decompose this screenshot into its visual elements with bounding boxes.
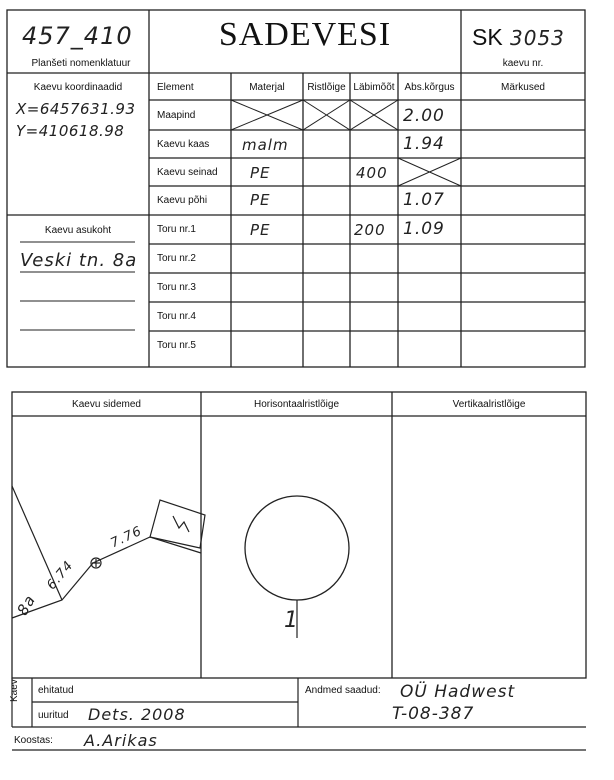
- location-value: Veski tn. 8a: [20, 250, 138, 271]
- pipe-number: 1: [284, 608, 299, 633]
- col-header-element: Element: [157, 82, 194, 93]
- distance-1: 6.74: [44, 558, 77, 593]
- row-height: 2.00: [403, 106, 445, 126]
- row-material: PE: [250, 221, 271, 239]
- source-label: Andmed saadud:: [305, 685, 381, 696]
- row-element: Toru nr.3: [157, 282, 196, 293]
- row-element: Kaevu seinad: [157, 167, 218, 178]
- sheet-label: Planšeti nomenklatuur: [31, 58, 131, 69]
- col1-title: Kaevu sidemed: [72, 399, 141, 410]
- col-header-cross: Ristlõige: [307, 82, 346, 93]
- row-element: Kaevu põhi: [157, 195, 208, 206]
- row-element: Kaevu kaas: [157, 139, 210, 150]
- row-element: Toru nr.2: [157, 253, 196, 264]
- row-diameter: 400: [356, 164, 388, 182]
- connection-sketch: [12, 486, 205, 618]
- row-height: 1.94: [403, 134, 445, 154]
- source-company: OÜ Hadwest: [400, 682, 516, 702]
- well-prefix: SK: [472, 24, 503, 50]
- row-element: Toru nr.5: [157, 340, 196, 351]
- col2-title: Horisontaalristlõige: [253, 399, 340, 410]
- coordinate-y: Y=410618.98: [16, 122, 125, 140]
- author-label: Koostas:: [14, 735, 53, 746]
- col3-title: Vertikaalristlõige: [452, 399, 526, 410]
- col-header-notes: Märkused: [501, 82, 545, 93]
- surveyed-value: Dets. 2008: [88, 705, 186, 724]
- row-material: PE: [250, 164, 271, 182]
- coordinate-x: X=6457631.93: [16, 100, 136, 118]
- well-label: kaevu nr.: [502, 58, 544, 69]
- building-label: 8a: [13, 591, 40, 619]
- distance-2: 7.76: [108, 523, 145, 552]
- built-label: ehitatud: [38, 685, 74, 696]
- col-header-diameter: Läbimõõt: [353, 82, 395, 93]
- col-header-height: Abs.kõrgus: [404, 82, 455, 93]
- row-height: 1.09: [403, 219, 445, 239]
- page-title: SADEVESI: [218, 16, 392, 53]
- col-header-material: Materjal: [249, 82, 285, 93]
- row-material: malm: [242, 136, 289, 154]
- coordinates-label: Kaevu koordinaadid: [33, 82, 123, 93]
- author-value: A.Arikas: [84, 731, 158, 750]
- source-code: T-08-387: [392, 704, 475, 724]
- row-element: Toru nr.1: [157, 224, 196, 235]
- side-label: Kaev: [9, 679, 20, 702]
- location-label: Kaevu asukoht: [44, 225, 112, 236]
- row-diameter: 200: [354, 221, 386, 239]
- row-element: Maapind: [157, 110, 196, 121]
- row-material: PE: [250, 191, 271, 209]
- form-bottom-border: [12, 392, 586, 678]
- surveyed-label: uuritud: [38, 710, 69, 721]
- well-number: 3053: [510, 26, 565, 50]
- sheet-code: 457_410: [22, 22, 133, 50]
- well-horizontal-section: [245, 496, 349, 600]
- row-element: Toru nr.4: [157, 311, 196, 322]
- row-height: 1.07: [403, 190, 445, 210]
